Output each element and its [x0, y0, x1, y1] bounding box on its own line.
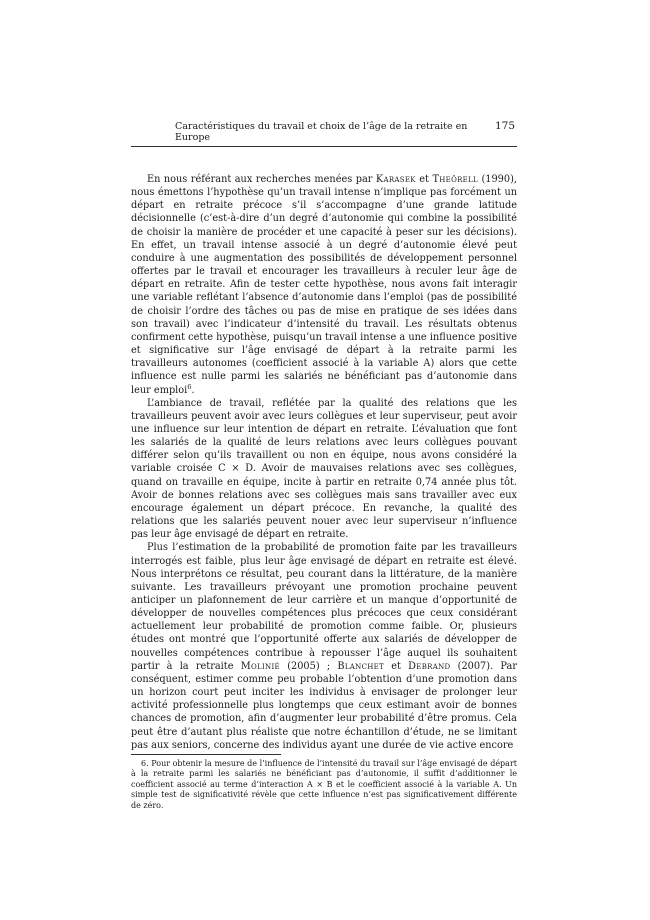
paragraph-1-part: En nous référant aux recherches menées par	[147, 174, 376, 185]
paragraph-2: L’ambiance de travail, reflétée par la qualité des relations que les travailleurs peuvent avoir avec leurs collègues et leur superviseur, peut avoir une influence sur leur intention de départ en retraite. L’évaluation que font les salariés de la qualité de leurs relations avec leurs collègues pouvant différer selon qu’ils travaillent ou non en équipe, nous avons considéré la variable croisée C × D. Avoir de mauvaises relations avec ses collègues, quand on travaille en équipe, incite à partir en retraite 0,74 année plus tôt. Avoir de bonnes relations avec ses collègues mais sans travailler avec eux encourage également un départ précoce. En revanche, la qualité des relations que les salariés peuvent nouer avec leur superviseur n’influence pas leur âge envisagé de départ en retraite.	[131, 397, 517, 541]
footnote-number: 6.	[141, 758, 149, 768]
paragraph-3-part: Plus l’estimation de la probabilité de promotion faite par les travailleurs interrogés est faible, plus leur âge envisagé de départ en retraite est élevé. Nous interprétons ce résultat, peu courant dans la littérature, de la manière suivante. Les travailleurs prévoyant une promotion prochaine peuvent anticiper un plafonnement de leur carrière et un manque d’opportunité de développer de nouvelles compétences plus précoces que ceux considérant actuellement leur probabilité de promotion comme faible. Or, plusieurs études ont montré que l’opportunité offerte aux salariés de développer de nouvelles compétences contribue à repousser l’âge auquel ils souhaitent partir à la retraite	[131, 542, 517, 672]
citation-author: Molinié	[240, 660, 280, 672]
paragraph-1-part: .	[191, 384, 195, 396]
body-text	[131, 173, 517, 752]
citation-author: Debrand	[408, 660, 451, 672]
citation-author: Karasek	[375, 174, 416, 185]
footnote-divider	[131, 754, 281, 755]
paragraph-3-part: et	[384, 660, 409, 672]
footnote-text: Pour obtenir la mesure de l’influence de l’intensité du travail sur l’âge envisagé de départ à la retraite parmi les salariés ne bénéficiant pas d’autonomie, il suffit d’additionner le coefficient associé au terme d’interaction A × B et le coefficient associé à la variable A. Un simple test de significativité révèle que cette influence n’est pas significativement différente de zéro.	[131, 758, 517, 810]
running-header	[131, 120, 517, 147]
paragraph-3-part: (2005) ;	[279, 660, 338, 672]
paragraph-1	[131, 173, 517, 397]
footnote-6	[131, 759, 517, 811]
footnote-reference[interactable]: 6	[187, 382, 192, 391]
paragraph-1-part: (1990), nous émettons l’hypothèse qu’un travail intense n’implique pas forcément un départ en retraite précoce s’il s’accompagne d’une grande latitude décisionnelle (c’est-à-dire d’un degré d’autonomie qui combine la possibilité de choisir la manière de procéder et une capacité à peser sur les décisions). En effet, un travail intense associé à un degré d’autonomie élevé peut conduire à une augmentation des possibilités de développement personnel offertes par le travail et encourager les travailleurs à reculer leur âge de départ en retraite. Afin de tester cette hypothèse, nous avons fait interagir une variable reflétant l’absence d’autonomie dans l’emploi (pas de possibilité de choisir l’ordre des tâches ou pas de mise en pratique de ses idées dans son travail) avec l’indicateur d’intensité du travail. Les résultats obtenus confirment cette hypothèse, puisqu’un travail intense a une influence positive et significative sur l’âge envisagé de départ à la retraite parmi les travailleurs autonomes (coefficient associé à la variable A) alors que cette influence est nulle parmi les salariés ne bénéficiant pas d’autonomie dans leur emploi	[131, 174, 517, 396]
footnotes	[131, 759, 517, 811]
page	[131, 120, 517, 811]
citation-author: Blanchet	[337, 660, 385, 672]
page-number: 175	[494, 120, 515, 132]
paragraph-3	[131, 541, 517, 752]
running-title: Caractéristiques du travail et choix de l’âge de la retraite en Europe	[175, 121, 468, 143]
citation-author: Theörell	[432, 174, 478, 185]
paragraph-3-part: (2007). Par conséquent, estimer comme peu probable l’obtention d’une promotion dans un horizon court peut inciter les individus à envisager de prolonger leur activité professionnelle plus longtemps que ceux estimant avoir de bonnes chances de promotion, afin d’augmenter leur probabilité d’être promus. Cela peut être d’autant plus réaliste que notre échantillon d’étude, ne se limitant pas aux seniors, concerne des individus ayant une durée de vie active encore	[131, 660, 517, 751]
paragraph-1-part: et	[415, 174, 433, 185]
